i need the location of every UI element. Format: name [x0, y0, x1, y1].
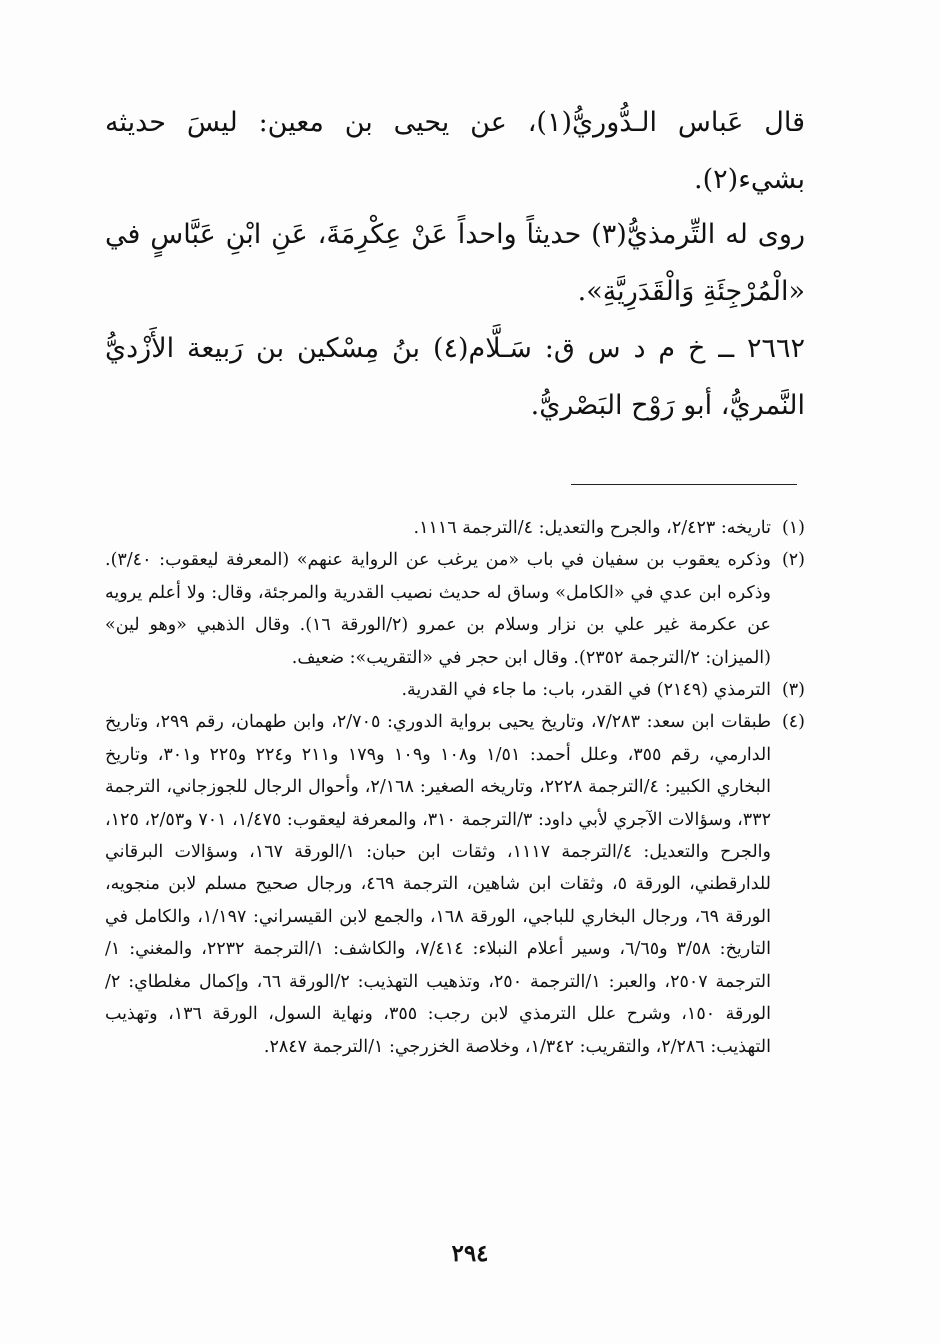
footnote	[105, 512, 805, 544]
footnote	[105, 674, 805, 706]
footnote-number: (٤)	[781, 712, 805, 733]
footnotes	[105, 512, 805, 1063]
footnote-text: طبقات ابن سعد: ٧/٢٨٣، وتاريخ يحيى برواية الدوري: ٢/٧٠٥، وابن طهمان، رقم ٢٩٩، وتاريخ الدارمي، رقم ٣٥٥، وعلل أحمد: ١/٥١ و١٠٨ و١٠٩ و١٧٩ و٢١١ و٢٢٤ و٢٢٥ و٣٠١، وتاريخ البخاري الكبير: ٤/الترجمة ٢٢٢٨، وتاريخه الصغير: ٢/١٦٨، وأحوال الرجال للجوزجاني، الترجمة ٣٣٢، وسؤالات الآجري لأبي داود: ٣/الترجمة ٣١٠، والمعرفة ليعقوب: ١/٤٧٥، ٧٠١ و٢/٥٣، ١٢٥، والجرح والتعديل: ٤/الترجمة ١١١٧، وثقات ابن حبان: ١/الورقة ١٦٧، وسؤالات البرقاني للدارقطني، الورقة ٥، وثقات ابن شاهين، الترجمة ٤٦٩، ورجال صحيح مسلم لابن منجويه، الورقة ٦٩، ورجال البخاري للباجي، الورقة ١٦٨، والجمع لابن القيسراني: ١/١٩٧، والكامل في التاريخ: ٣/٥٨ و٦/٦٥، وسير أعلام النبلاء: ٧/٤١٤، والكاشف: ١/الترجمة ٢٢٣٢، والمغني: ١/الترجمة ٢٥٠٧، والعبر: ١/الترجمة ٢٥٠، وتذهيب التهذيب: ٢/الورقة ٦٦، وإكمال مغلطاي: ٢/الورقة ١٥٠، وشرح علل الترمذي لابن رجب: ٣٥٥، ونهاية السول، الورقة ١٣٦، وتهذيب التهذيب: ٢/٢٨٦، والتقريب: ١/٣٤٢، وخلاصة الخزرجي: ١/الترجمة ٢٨٤٧.	[105, 712, 772, 1057]
footnote-number: (١)	[781, 518, 805, 538]
page-number: ٢٩٤	[451, 1240, 489, 1267]
footnote	[105, 544, 805, 674]
footnote-separator	[571, 484, 797, 485]
footnote-text: وذكره يعقوب بن سفيان في باب «من يرغب عن الرواية عنهم» (المعرفة ليعقوب: ٣/٤٠). وذكره ابن عدي في «الكامل» وساق له حديث نصيب القدرية والمرجئة، وقال: ولا أعلم يرويه عن عكرمة غير علي بن نزار وسلام بن عمرو (٢/الورقة ١٦). وقال الذهبي «وهو لين» (الميزان: ٢/الترجمة ٢٣٥٢). وقال ابن حجر في «التقريب»: ضعيف.	[105, 550, 771, 668]
footnote-text: تاريخه: ٢/٤٢٣، والجرح والتعديل: ٤/الترجمة ١١١٦.	[413, 518, 771, 538]
tirmidhi-paragraph: روى له التِّرمذيُّ(٣) حديثاً واحداً عَنْ عِكْرِمَةَ، عَنِ ابْنِ عَبَّاسٍ في «الْمُرْجِئَةِ وَالْقَدَرِيَّةِ».	[105, 219, 806, 307]
narration-paragraph: قال عَباس الـدُّوريُّ(١)، عن يحيى بن معين: ليسَ حديثه بشيء(٢).	[105, 107, 805, 195]
footnote-number: (٢)	[781, 550, 805, 571]
footnote-text: الترمذي (٢١٤٩) في القدر، باب: ما جاء في القدرية.	[401, 680, 771, 701]
footnote-number: (٣)	[781, 680, 805, 701]
footnote	[105, 706, 805, 1062]
biography-entry-heading: ٢٦٦٢ ــ خ م د س ق: سَـلَّام(٤) بنُ مِسْكين بن رَبيعة الأَزْديُّ النَّمريُّ، أبو رَوْح البَصْريُّ.	[105, 333, 805, 421]
